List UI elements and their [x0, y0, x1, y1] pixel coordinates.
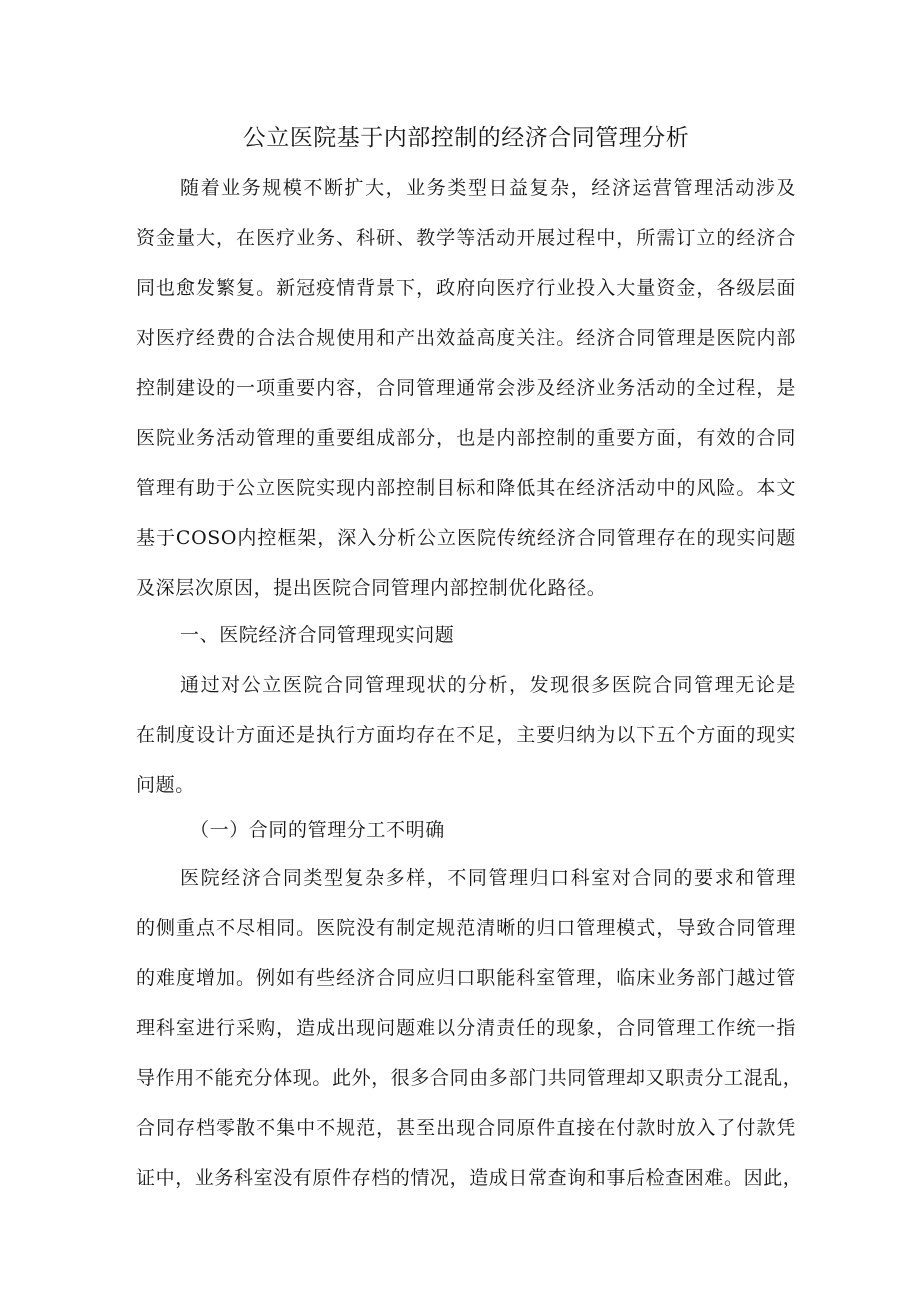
paragraph-line: 控制建设的一项重要内容，合同管理通常会涉及经济业务活动的全过程，是: [136, 377, 796, 399]
paragraph-line: 及深层次原因，提出医院合同管理内部控制优化路径。: [136, 577, 607, 599]
paragraph-line: 理科室进行采购，造成出现问题难以分清责任的现象，合同管理工作统一指: [136, 1017, 796, 1039]
paragraph-line: 管理有助于公立医院实现内部控制目标和降低其在经济活动中的风险。本文: [136, 477, 796, 499]
paragraph-line: 在制度设计方面还是执行方面均存在不足，主要归纳为以下五个方面的现实: [136, 724, 796, 746]
paragraph-line: 合同存档零散不集中不规范，甚至出现合同原件直接在付款时放入了付款凭: [136, 1117, 796, 1139]
paragraph-line: 问题。: [136, 774, 195, 796]
document-title: 公立医院基于内部控制的经济合同管理分析: [242, 125, 690, 151]
paragraph-line: 医院业务活动管理的重要组成部分，也是内部控制的重要方面，有效的合同: [136, 427, 796, 449]
section-heading: 一、医院经济合同管理现实问题: [180, 624, 455, 646]
paragraph-line: 基于COSO内控框架，深入分析公立医院传统经济合同管理存在的现实问题: [136, 527, 796, 549]
section1-paragraph: [136, 660, 796, 810]
subsection-heading: （一）合同的管理分工不明确: [190, 819, 445, 841]
paragraph-line: 的侧重点不尽相同。医院没有制定规范清晰的归口管理模式，导致合同管理: [136, 917, 796, 939]
paragraph-line: 对医疗经费的合法合规使用和产出效益高度关注。经济合同管理是医院内部: [136, 327, 796, 349]
intro-paragraph: [136, 163, 796, 613]
paragraph-line: 通过对公立医院合同管理现状的分析，发现很多医院合同管理无论是: [180, 674, 796, 696]
paragraph-line: 导作用不能充分体现。此外，很多合同由多部门共同管理却又职责分工混乱，: [136, 1067, 803, 1089]
paragraph-line: 证中，业务科室没有原件存档的情况，造成日常查询和事后检查困难。因此，: [136, 1167, 803, 1189]
subsection1-paragraph: [136, 853, 803, 1203]
paragraph-line: 的难度增加。例如有些经济合同应归口职能科室管理，临床业务部门越过管: [136, 967, 796, 989]
paragraph-line: 随着业务规模不断扩大，业务类型日益复杂，经济运营管理活动涉及: [180, 177, 796, 199]
paragraph-line: 医院经济合同类型复杂多样，不同管理归口科室对合同的要求和管理: [180, 867, 796, 889]
paragraph-line: 资金量大，在医疗业务、科研、教学等活动开展过程中，所需订立的经济合: [136, 227, 796, 249]
paragraph-line: 同也愈发繁复。新冠疫情背景下，政府向医疗行业投入大量资金，各级层面: [136, 277, 796, 299]
